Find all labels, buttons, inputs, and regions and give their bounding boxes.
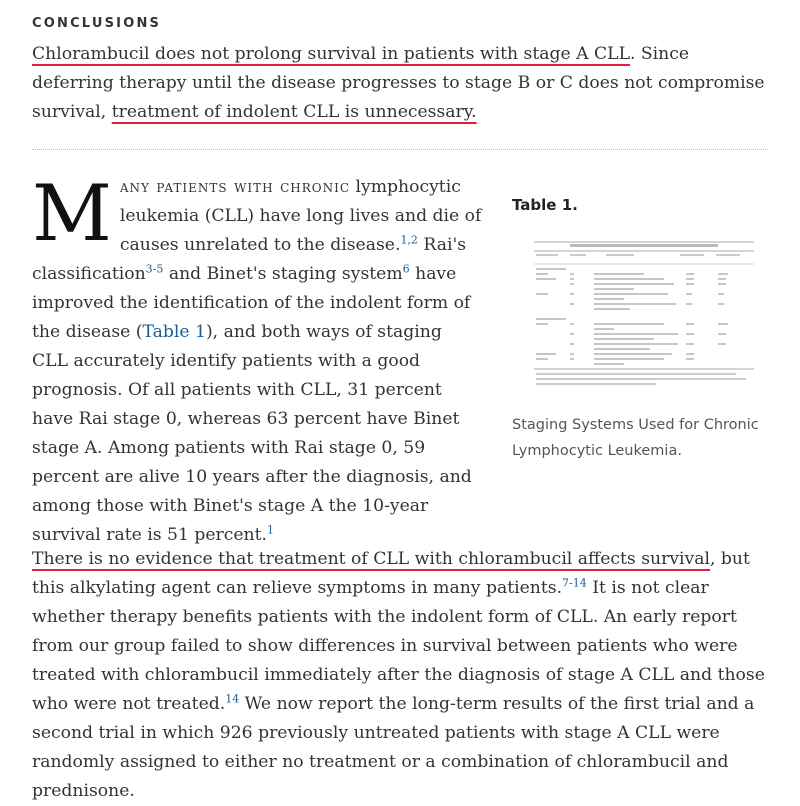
reference-link[interactable]: 1 (266, 523, 274, 537)
intro-lead-in: any patients with chronic (119, 177, 351, 197)
reference-link[interactable]: 7-14 (562, 576, 587, 590)
table-1-link[interactable]: Table 1 (142, 322, 206, 342)
reference-link[interactable]: 1,2 (400, 233, 418, 247)
intro-paragraph (32, 169, 482, 550)
table-caption: Staging Systems Used for Chronic Lymphocytic Leukemia. (512, 417, 759, 459)
drop-cap: M (32, 169, 112, 259)
reference-link[interactable]: 3-5 (145, 262, 164, 276)
table-label: Table 1. (512, 196, 578, 214)
intro-text: lymphocytic leukemia (CLL) have long lives and die of causes unrelated to the disease. (119, 177, 482, 255)
conclusions-paragraph (32, 40, 772, 127)
conclusions-highlight-2: treatment of indolent CLL is unnecessary. (111, 102, 477, 122)
conclusions-highlight-1: Chlorambucil does not prolong survival in patients with stage A CLL (32, 44, 630, 64)
second-text: It is not clear whether therapy benefits patients with the indolent form of CLL. An early report from our group failed to show differences in survival between patients who were treated with chlorambucil immediately after the diagnosis of stage A CLL and those who were not treated. (32, 578, 765, 714)
reference-link[interactable]: 14 (225, 692, 240, 706)
conclusions-text: . Since deferring therapy until the disease progresses to stage B or C does not compromise survival, (32, 44, 765, 122)
intro-text: ), and both ways of staging CLL accurately identify patients with a good prognosis. Of all patients with CLL, 31 percent have Rai stage 0, whereas 63 percent have Binet stage A. Among patients with Rai stage 0, 59 percent are alive 10 years after the diagnosis, and among those with Binet's stage A the 10-year survival rate is 51 percent. (32, 322, 472, 545)
second-text: We now report the long-term results of the first trial and a second trial in which 926 previously untreated patients with stage A CLL were randomly assigned to either no treatment or a combination of chlorambucil and prednisone. (32, 694, 755, 801)
second-paragraph (32, 545, 772, 806)
intro-text: have improved the identification of the indolent form of the disease ( (32, 264, 471, 342)
section-divider (32, 149, 768, 150)
highlighted-sentence: There is no evidence that treatment of CLL with chlorambucil affects survival (32, 549, 710, 569)
intro-text: Rai's classification (32, 235, 467, 284)
conclusions-heading: CONCLUSIONS (32, 16, 162, 31)
intro-text: and Binet's staging system (163, 264, 403, 284)
table-thumbnail[interactable] (530, 238, 758, 398)
reference-link[interactable]: 6 (402, 262, 410, 276)
second-text: , but this alkylating agent can relieve symptoms in many patients. (32, 549, 750, 598)
